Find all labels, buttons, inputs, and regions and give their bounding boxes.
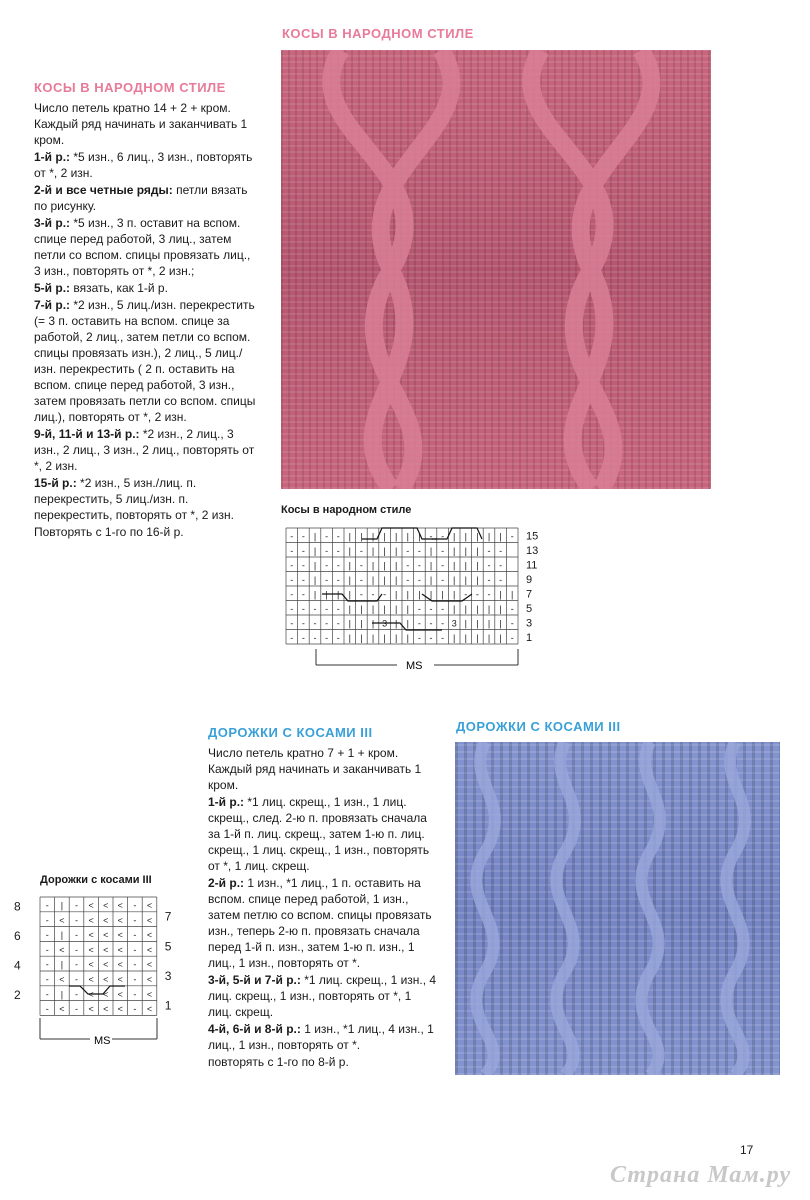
chart-row-number: 1 <box>164 998 172 1013</box>
chart-cell-symbol: | <box>313 560 317 571</box>
section1-row-4 <box>34 297 260 425</box>
section1-footer: Повторять с 1-го по 16-й р. <box>34 525 184 539</box>
section1-row-label: 2-й и все четные ряды: <box>34 183 173 197</box>
chart-cell-symbol: - <box>301 603 305 614</box>
chart-cell-symbol: | <box>464 618 467 629</box>
chart-cell-symbol: | <box>441 589 444 600</box>
chart-cell-symbol: - <box>510 603 514 614</box>
chart-cell-symbol: - <box>441 618 445 629</box>
chart-cell-symbol: | <box>395 589 398 600</box>
section1-row-3 <box>34 280 260 296</box>
chart-cell-symbol: | <box>464 632 467 643</box>
chart-row-number-left: 4 <box>14 958 21 973</box>
chart-cell-symbol: | <box>348 574 351 585</box>
chart-cell-symbol: - <box>417 545 421 556</box>
chart-cell-symbol: | <box>429 545 433 556</box>
chart-cell-symbol: - <box>359 545 363 556</box>
section2-row-label: 4-й, 6-й и 8-й р.: <box>208 1022 301 1036</box>
chart-cell-symbol: | <box>348 545 351 556</box>
chart-cell-symbol: - <box>75 944 78 955</box>
page-number: 17 <box>740 1143 754 1157</box>
chart-cell-symbol: - <box>325 632 329 643</box>
chart-cell-symbol: - <box>133 959 137 970</box>
chart-cell-symbol: | <box>395 560 398 571</box>
chart-cell-symbol: - <box>325 545 329 556</box>
chart-cell-symbol: - <box>417 618 421 629</box>
chart-cell-symbol: - <box>313 618 317 629</box>
chart-cell-symbol: < <box>59 915 65 926</box>
chart-cell-symbol: - <box>359 589 363 600</box>
chart-cell-symbol: - <box>45 944 49 955</box>
chart-cell-symbol: | <box>383 531 386 542</box>
chart2-ms-label: MS <box>94 1035 111 1047</box>
chart-cell-symbol: - <box>359 574 363 585</box>
chart-cell-symbol: < <box>117 989 123 1000</box>
chart-cell-symbol: - <box>441 603 445 614</box>
chart-cell-symbol: | <box>453 632 456 643</box>
chart-cell-symbol: | <box>418 589 421 600</box>
chart-cell-symbol: < <box>103 989 109 1000</box>
chart2-knitting-chart <box>10 893 190 1053</box>
section1-instructions <box>34 100 260 541</box>
chart-cell-symbol: | <box>395 531 398 542</box>
chart-cell-symbol: - <box>133 930 137 941</box>
chart-cell-symbol: | <box>429 560 433 571</box>
chart-cell-symbol: | <box>371 531 375 542</box>
chart-cell-symbol: - <box>75 959 78 970</box>
chart-cell-symbol: - <box>133 989 137 1000</box>
chart-cell-symbol: 3 <box>382 618 388 629</box>
chart-cell-symbol: | <box>348 589 351 600</box>
chart-cell-symbol: < <box>88 900 94 911</box>
chart-cell-symbol: < <box>146 900 153 911</box>
chart-cell-symbol: < <box>103 1004 109 1015</box>
chart-cell-symbol: - <box>325 560 329 571</box>
chart-cell-symbol: - <box>429 603 433 614</box>
chart-cell-symbol: | <box>348 603 351 614</box>
section2-intro: Число петель кратно 7 + 1 + кром. Каждый ряд начинать и заканчивать 1 кром. <box>208 746 422 792</box>
section1-row-text: *2 изн., 5 изн./лиц. п. перекрестить, 5 лиц./изн. п. перекрестить, повторять от *, 2 изн. <box>34 476 234 522</box>
chart-cell-symbol: < <box>103 974 109 985</box>
chart-cell-symbol: | <box>499 603 502 614</box>
section1-row-text: петли вязать по рисунку. <box>34 183 248 213</box>
chart-cell-symbol: < <box>88 930 94 941</box>
chart-cell-symbol: < <box>117 900 123 911</box>
section1-row-5 <box>34 426 260 474</box>
chart-cell-symbol: < <box>146 959 153 970</box>
chart-cell-symbol: < <box>103 944 109 955</box>
chart-cell-symbol: | <box>499 589 502 600</box>
chart-cell-symbol: - <box>499 560 503 571</box>
chart-cell-symbol: - <box>371 589 375 600</box>
chart-cell-symbol: | <box>395 632 398 643</box>
chart-cell-symbol: - <box>45 959 49 970</box>
chart-cell-symbol: - <box>406 545 410 556</box>
section1-title: КОСЫ В НАРОДНОМ СТИЛЕ <box>34 80 226 95</box>
chart-cell-symbol: < <box>146 915 153 926</box>
chart-cell-symbol: - <box>441 632 445 643</box>
chart-row-number: 13 <box>526 545 539 558</box>
chart-cell-symbol: | <box>360 531 363 542</box>
chart1-knitting-chart <box>282 522 552 682</box>
chart-cell-symbol: | <box>383 560 386 571</box>
chart-cell-symbol: | <box>60 900 64 911</box>
chart-cell-symbol: < <box>117 915 123 926</box>
chart-cell-symbol: < <box>59 974 65 985</box>
chart-cell-symbol: < <box>146 944 153 955</box>
chart-row-number-left: 6 <box>14 928 21 943</box>
chart-cell-symbol: | <box>371 632 375 643</box>
chart-cell-symbol: - <box>290 545 294 556</box>
chart-cell-symbol: - <box>290 589 294 600</box>
chart-cell-symbol: - <box>441 531 445 542</box>
section1-row-text: *2 изн., 5 лиц./изн. перекрестить (= 3 п. оставить на вспом. спице за работой, 2 лиц., затем петли со вспом. спицы провязать изн.), 2 лиц., 5 лиц./изн. перекрестить ( 2 п. оставить на вспом. спице перед работой, 3 изн., затем провязать петли со вспом. спицы лиц.), повторять от *, 2 изн. <box>34 298 256 424</box>
chart-cell-symbol: - <box>301 560 305 571</box>
chart-cell-symbol: - <box>429 632 433 643</box>
chart-cell-symbol: - <box>290 603 294 614</box>
chart-cell-symbol: - <box>133 944 137 955</box>
chart-cell-symbol: | <box>429 589 433 600</box>
chart-cell-symbol: | <box>464 531 467 542</box>
chart-cell-symbol: - <box>464 589 468 600</box>
chart-cell-symbol: | <box>60 989 64 1000</box>
chart-cell-symbol: - <box>313 632 317 643</box>
chart-cell-symbol: | <box>476 574 479 585</box>
chart-cell-symbol: - <box>133 915 137 926</box>
chart-cell-symbol: < <box>146 930 153 941</box>
chart-cell-symbol: 3 <box>451 618 457 629</box>
chart-cell-symbol: | <box>429 574 433 585</box>
section2-instructions <box>208 745 438 1071</box>
chart-cell-symbol: | <box>418 531 421 542</box>
section1-intro: Число петель кратно 14 + 2 + кром. Каждый ряд начинать и заканчивать 1 кром. <box>34 101 248 147</box>
section1-row-0 <box>34 149 260 181</box>
chart-cell-symbol: | <box>360 603 363 614</box>
top-section-heading: КОСЫ В НАРОДНОМ СТИЛЕ <box>282 26 474 41</box>
chart-cell-symbol: | <box>487 531 491 542</box>
section2-row-text: *1 лиц. скрещ., 1 изн., 1 лиц. скрещ., след. 2-ю п. провязать сначала за 1-й п. лиц. скрещ., затем 1-ю п. лиц. скрещ., 1 лиц. скрещ., 1 изн., повторять от *, 1 лиц. скрещ. <box>208 795 430 873</box>
chart-cell-symbol: | <box>348 560 351 571</box>
chart-cell-symbol: | <box>371 560 375 571</box>
chart-cell-symbol: | <box>464 603 467 614</box>
chart-cell-symbol: - <box>313 603 317 614</box>
chart-cell-symbol: | <box>476 531 479 542</box>
chart-cell-symbol: - <box>325 531 329 542</box>
chart-cell-symbol: - <box>406 560 410 571</box>
chart-cell-symbol: - <box>406 574 410 585</box>
chart-row-number: 11 <box>526 559 538 572</box>
chart-cell-symbol: | <box>313 545 317 556</box>
chart-cell-symbol: | <box>487 603 491 614</box>
chart-cell-symbol: | <box>395 618 398 629</box>
chart-cell-symbol: - <box>45 1004 49 1015</box>
chart-cell-symbol: < <box>88 944 94 955</box>
chart-cell-symbol: | <box>476 632 479 643</box>
chart-cell-symbol: | <box>371 618 375 629</box>
chart-cell-symbol: - <box>417 574 421 585</box>
chart-cell-symbol: - <box>336 560 340 571</box>
chart-cell-symbol: | <box>453 545 456 556</box>
chart-cell-symbol: - <box>441 545 445 556</box>
chart-cell-symbol: - <box>429 531 433 542</box>
chart-cell-symbol: - <box>336 531 340 542</box>
chart-row-number: 5 <box>526 603 533 616</box>
chart-cell-symbol: - <box>301 531 305 542</box>
chart-cell-symbol: | <box>313 531 317 542</box>
section2-row-text: 1 изн., *1 лиц., 4 изн., 1 лиц., 1 изн., повторять от *. <box>208 1022 434 1052</box>
chart-cell-symbol: | <box>313 574 317 585</box>
chart-cell-symbol: - <box>75 900 78 911</box>
chart-cell-symbol: | <box>499 531 502 542</box>
chart-cell-symbol: - <box>75 989 78 1000</box>
chart-cell-symbol: - <box>487 560 491 571</box>
chart-cell-symbol: | <box>360 632 363 643</box>
chart-row-number-left: 8 <box>14 899 21 914</box>
chart-cell-symbol: - <box>487 574 491 585</box>
chart-cell-symbol: - <box>510 618 514 629</box>
section2-row-label: 2-й р.: <box>208 876 245 890</box>
chart-row-number: 5 <box>164 939 172 954</box>
section1-row-label: 5-й р.: <box>34 281 71 295</box>
chart-cell-symbol: - <box>499 545 503 556</box>
chart-cell-symbol: | <box>476 618 479 629</box>
chart-cell-symbol: | <box>406 589 409 600</box>
section2-row-text: 1 изн., *1 лиц., 1 п. оставить на вспом. спице перед работой, 1 изн., затем петлю со вспом. спицы провязать изн., теперь 2-ю п. провязать сначала перед 1-й п. изн., затем 1-ю п. изн., 1 лиц., 1 изн., повторять от *. <box>208 876 432 970</box>
chart-cell-symbol: | <box>487 632 491 643</box>
chart-cell-symbol: | <box>453 603 456 614</box>
chart-cell-symbol: - <box>301 545 305 556</box>
chart-cell-symbol: < <box>146 989 153 1000</box>
section2-footer: повторять с 1-го по 8-й р. <box>208 1055 349 1069</box>
chart-cell-symbol: | <box>371 574 375 585</box>
chart-row-number: 9 <box>526 574 533 587</box>
chart-cell-symbol: - <box>325 603 329 614</box>
chart-cell-symbol: | <box>406 632 409 643</box>
section2-row-label: 1-й р.: <box>208 795 245 809</box>
cable-cross-line <box>429 528 482 542</box>
chart-cell-symbol: | <box>499 618 502 629</box>
chart-cell-symbol: | <box>348 618 351 629</box>
chart-cell-symbol: | <box>337 589 340 600</box>
section2-row-text: *1 лиц. скрещ., 1 изн., 4 лиц. скрещ., 1 изн., повторять от *, 1 лиц. скрещ. <box>208 973 437 1019</box>
section1-row-1 <box>34 182 260 214</box>
chart-cell-symbol: - <box>75 1004 78 1015</box>
section1-row-text: вязать, как 1-й р. <box>70 281 168 295</box>
chart-cell-symbol: | <box>360 618 363 629</box>
chart-cell-symbol: - <box>301 632 305 643</box>
chart-cell-symbol: < <box>88 1004 94 1015</box>
chart-cell-symbol: | <box>395 574 398 585</box>
chart-cell-symbol: - <box>336 618 340 629</box>
chart-cell-symbol: - <box>429 618 433 629</box>
chart-cell-symbol: - <box>45 900 49 911</box>
chart-row-number: 7 <box>164 909 172 924</box>
chart-cell-symbol: | <box>383 574 386 585</box>
section2-row-0 <box>208 794 438 874</box>
chart1-ms-label: MS <box>406 660 423 672</box>
chart2-title: Дорожки с косами III <box>40 874 152 886</box>
chart-row-number-left: 2 <box>14 988 21 1003</box>
chart-cell-symbol: - <box>417 632 421 643</box>
chart-cell-symbol: | <box>487 618 491 629</box>
chart-cell-symbol: | <box>476 603 479 614</box>
chart-cell-symbol: | <box>348 632 351 643</box>
chart1-title: Косы в народном стиле <box>281 504 412 516</box>
chart-cell-symbol: < <box>103 900 109 911</box>
chart-cell-symbol: - <box>290 632 294 643</box>
chart-cell-symbol: < <box>59 944 65 955</box>
chart-row-number: 7 <box>526 588 533 601</box>
chart-cell-symbol: | <box>395 603 398 614</box>
chart-cell-symbol: - <box>75 915 78 926</box>
section2-photo-title: ДОРОЖКИ С КОСАМИ III <box>456 719 621 734</box>
chart-cell-symbol: | <box>406 618 409 629</box>
chart-cell-symbol: - <box>336 603 340 614</box>
chart-cell-symbol: | <box>453 574 456 585</box>
chart-cell-symbol: - <box>75 974 78 985</box>
chart-cell-symbol: - <box>133 1004 137 1015</box>
chart-cell-symbol: - <box>325 574 329 585</box>
chart-cell-symbol: - <box>133 900 137 911</box>
chart-cell-symbol: | <box>325 589 328 600</box>
section1-row-label: 1-й р.: <box>34 150 71 164</box>
chart-cell-symbol: - <box>75 930 78 941</box>
section1-row-label: 9-й, 11-й и 13-й р.: <box>34 427 140 441</box>
chart-cell-symbol: < <box>146 1004 153 1015</box>
chart-cell-symbol: - <box>325 618 329 629</box>
chart-cell-symbol: < <box>117 959 123 970</box>
chart-cell-symbol: - <box>336 545 340 556</box>
chart-cell-symbol: - <box>301 589 305 600</box>
section2-row-label: 3-й, 5-й и 7-й р.: <box>208 973 301 987</box>
chart-cell-symbol: | <box>313 589 317 600</box>
chart-cell-symbol: - <box>301 574 305 585</box>
section1-row-text: *2 изн., 2 лиц., 3 изн., 2 лиц., 3 изн., 2 лиц., повторять от *, 2 изн. <box>34 427 255 473</box>
chart-cell-symbol: | <box>464 574 467 585</box>
chart-cell-symbol: | <box>499 632 502 643</box>
chart-cell-symbol: < <box>103 930 109 941</box>
section2-row-2 <box>208 972 438 1020</box>
chart-cell-symbol: < <box>103 959 109 970</box>
chart-cell-symbol: | <box>371 603 375 614</box>
section2-row-3 <box>208 1021 438 1053</box>
chart-cell-symbol: | <box>464 545 467 556</box>
chart-cell-symbol: | <box>511 589 514 600</box>
chart-cell-symbol: | <box>383 545 386 556</box>
chart-cell-symbol: - <box>499 574 503 585</box>
section2-row-1 <box>208 875 438 971</box>
chart-cell-symbol: - <box>417 560 421 571</box>
chart-cell-symbol: | <box>453 589 456 600</box>
chart-cell-symbol: < <box>117 1004 123 1015</box>
section1-row-2 <box>34 215 260 279</box>
chart-cell-symbol: - <box>510 531 514 542</box>
chart-cell-symbol: - <box>336 632 340 643</box>
section1-row-text: *5 изн., 6 лиц., 3 изн., повторять от *, 2 изн. <box>34 150 253 180</box>
chart-cell-symbol: < <box>88 915 94 926</box>
chart-cell-symbol: | <box>395 545 398 556</box>
chart-cell-symbol: | <box>453 531 456 542</box>
chart-cell-symbol: - <box>417 603 421 614</box>
chart-cell-symbol: - <box>336 574 340 585</box>
chart-cell-symbol: | <box>371 545 375 556</box>
chart-cell-symbol: - <box>441 560 445 571</box>
chart-cell-symbol: - <box>290 574 294 585</box>
chart-row-number: 15 <box>526 530 539 543</box>
chart-row-number: 1 <box>526 632 533 645</box>
chart-row-number: 3 <box>526 617 533 630</box>
chart-cell-symbol: | <box>453 560 456 571</box>
chart-cell-symbol: | <box>406 531 409 542</box>
section1-row-6 <box>34 475 260 523</box>
chart-cell-symbol: - <box>45 974 49 985</box>
chart-cell-symbol: - <box>290 618 294 629</box>
chart-cell-symbol: | <box>476 545 479 556</box>
chart-cell-symbol: | <box>406 603 409 614</box>
chart-cell-symbol: | <box>60 959 64 970</box>
chart-cell-symbol: < <box>117 974 123 985</box>
chart-cell-symbol: < <box>59 1004 65 1015</box>
chart-cell-symbol: - <box>301 618 305 629</box>
chart-cell-symbol: - <box>45 989 49 1000</box>
chart-cell-symbol: < <box>103 915 109 926</box>
chart-cell-symbol: - <box>45 930 49 941</box>
chart-cell-symbol: - <box>359 560 363 571</box>
chart-cell-symbol: < <box>88 989 94 1000</box>
chart-cell-symbol: - <box>487 545 491 556</box>
chart-cell-symbol: | <box>348 531 351 542</box>
chart-row-number: 3 <box>164 968 172 983</box>
knit-photo-blue-cables <box>455 742 780 1075</box>
chart-cell-symbol: - <box>45 915 49 926</box>
section2-title: ДОРОЖКИ С КОСАМИ III <box>208 725 373 740</box>
section1-row-label: 7-й р.: <box>34 298 71 312</box>
chart-cell-symbol: < <box>88 959 94 970</box>
section1-row-text: *5 изн., 3 п. оставит на вспом. спице перед работой, 3 лиц., затем петли со вспом. спицы провязать лиц., 3 изн., повторять от *, 2 изн.; <box>34 216 251 278</box>
chart-cell-symbol: - <box>441 574 445 585</box>
chart-cell-symbol: | <box>60 930 64 941</box>
chart-cell-symbol: | <box>383 632 386 643</box>
chart-cell-symbol: - <box>510 632 514 643</box>
chart-cell-symbol: - <box>475 589 479 600</box>
chart-cell-symbol: - <box>487 589 491 600</box>
chart-cell-symbol: | <box>464 560 467 571</box>
chart-cell-symbol: | <box>383 603 386 614</box>
chart-cell-symbol: - <box>290 531 294 542</box>
chart-cell-symbol: < <box>88 974 94 985</box>
chart-cell-symbol: < <box>146 974 153 985</box>
chart-cell-symbol: < <box>117 930 123 941</box>
site-watermark: Страна Мам.ру <box>610 1162 792 1188</box>
chart-cell-symbol: | <box>476 560 479 571</box>
chart-cell-symbol: - <box>383 589 387 600</box>
chart-cell-symbol: - <box>290 560 294 571</box>
section1-row-label: 15-й р.: <box>34 476 77 490</box>
chart-cell-symbol: < <box>117 944 123 955</box>
knit-photo-pink-cables <box>281 50 711 489</box>
section1-row-label: 3-й р.: <box>34 216 71 230</box>
chart-cell-symbol: - <box>133 974 137 985</box>
